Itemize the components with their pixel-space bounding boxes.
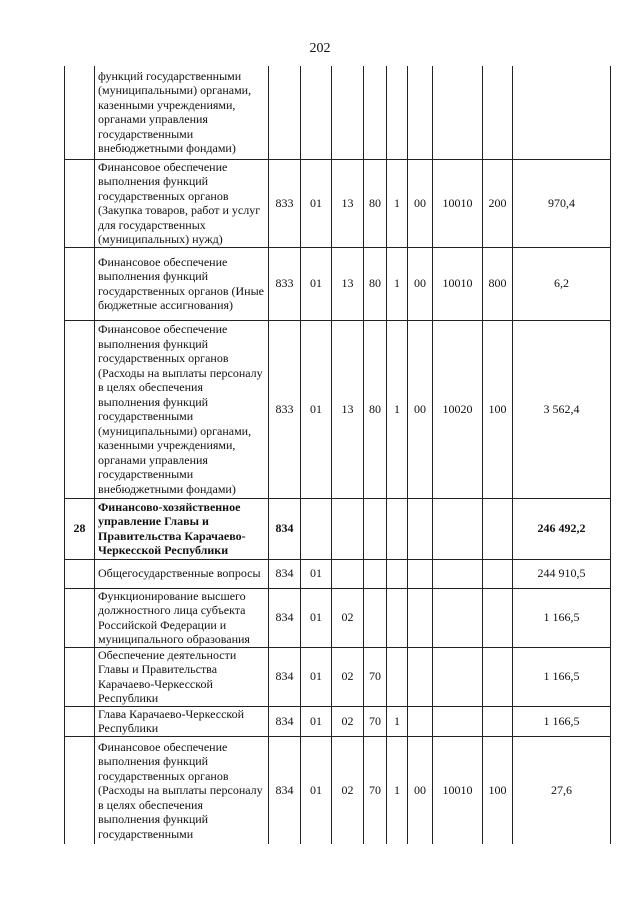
ministry-code-cell: 834 bbox=[269, 559, 301, 588]
expense-code-cell: 10010 bbox=[433, 736, 483, 844]
ministry-code-cell: 833 bbox=[269, 320, 301, 498]
expense-code-cell bbox=[433, 588, 483, 647]
expense-code-cell: 10010 bbox=[433, 159, 483, 247]
subprogram-code-cell bbox=[387, 588, 408, 647]
subprogram-code-cell bbox=[387, 647, 408, 706]
expense-code-cell bbox=[433, 706, 483, 736]
table-row bbox=[65, 736, 611, 844]
amount-cell: 6,2 bbox=[513, 247, 611, 320]
ministry-code-cell bbox=[269, 66, 301, 159]
subsection-code-cell: 02 bbox=[332, 706, 364, 736]
row-number-cell bbox=[65, 647, 95, 706]
direction-code-cell bbox=[408, 647, 433, 706]
program-code-cell: 70 bbox=[364, 647, 387, 706]
subprogram-code-cell bbox=[387, 498, 408, 559]
row-number-cell bbox=[65, 736, 95, 844]
section-code-cell bbox=[301, 498, 332, 559]
section-code-cell: 01 bbox=[301, 159, 332, 247]
expense-type-code-cell bbox=[483, 498, 513, 559]
expense-name-cell: Финансово-хозяйственное управление Главы и Правительства Карачаево-Черкесской Республики bbox=[95, 498, 269, 559]
amount-cell: 970,4 bbox=[513, 159, 611, 247]
table-row bbox=[65, 588, 611, 647]
section-code-cell: 01 bbox=[301, 247, 332, 320]
program-code-cell bbox=[364, 498, 387, 559]
subsection-code-cell: 13 bbox=[332, 159, 364, 247]
direction-code-cell: 00 bbox=[408, 320, 433, 498]
budget-table bbox=[64, 66, 611, 844]
expense-type-code-cell bbox=[483, 559, 513, 588]
subsection-code-cell: 13 bbox=[332, 320, 364, 498]
expense-type-code-cell: 800 bbox=[483, 247, 513, 320]
expense-type-code-cell bbox=[483, 706, 513, 736]
amount-cell: 1 166,5 bbox=[513, 588, 611, 647]
expense-code-cell bbox=[433, 498, 483, 559]
expense-code-cell: 10020 bbox=[433, 320, 483, 498]
section-code-cell: 01 bbox=[301, 559, 332, 588]
subprogram-code-cell bbox=[387, 559, 408, 588]
subprogram-code-cell: 1 bbox=[387, 320, 408, 498]
program-code-cell: 80 bbox=[364, 320, 387, 498]
expense-type-code-cell: 100 bbox=[483, 736, 513, 844]
section-code-cell: 01 bbox=[301, 320, 332, 498]
direction-code-cell: 00 bbox=[408, 736, 433, 844]
expense-type-code-cell bbox=[483, 588, 513, 647]
subsection-code-cell: 02 bbox=[332, 647, 364, 706]
table-row bbox=[65, 159, 611, 247]
amount-cell: 1 166,5 bbox=[513, 647, 611, 706]
subsection-code-cell: 02 bbox=[332, 588, 364, 647]
section-code-cell: 01 bbox=[301, 706, 332, 736]
subprogram-code-cell: 1 bbox=[387, 159, 408, 247]
subsection-code-cell bbox=[332, 66, 364, 159]
subprogram-code-cell bbox=[387, 66, 408, 159]
section-code-cell: 01 bbox=[301, 647, 332, 706]
subsection-code-cell bbox=[332, 559, 364, 588]
expense-name-cell: Обеспечение деятельности Главы и Правительства Карачаево-Черкесской Республики bbox=[95, 647, 269, 706]
section-code-cell: 01 bbox=[301, 736, 332, 844]
program-code-cell: 80 bbox=[364, 159, 387, 247]
amount-cell: 1 166,5 bbox=[513, 706, 611, 736]
row-number-cell bbox=[65, 706, 95, 736]
expense-name-cell: Общегосударственные вопросы bbox=[95, 559, 269, 588]
amount-cell: 27,6 bbox=[513, 736, 611, 844]
amount-cell bbox=[513, 66, 611, 159]
program-code-cell bbox=[364, 588, 387, 647]
expense-name-cell: Финансовое обеспечение выполнения функций государственных органов (Расходы на выплаты персоналу в целях обеспечения выполнения функций государственными (муниципальными) органами, казенными учреждениями, органами управления государственными внебюджетными фондами) bbox=[95, 320, 269, 498]
expense-code-cell bbox=[433, 559, 483, 588]
program-code-cell bbox=[364, 559, 387, 588]
expense-type-code-cell bbox=[483, 647, 513, 706]
expense-type-code-cell: 200 bbox=[483, 159, 513, 247]
subsection-code-cell: 02 bbox=[332, 736, 364, 844]
row-number-cell bbox=[65, 320, 95, 498]
direction-code-cell: 00 bbox=[408, 247, 433, 320]
subprogram-code-cell: 1 bbox=[387, 247, 408, 320]
ministry-code-cell: 834 bbox=[269, 647, 301, 706]
table-row bbox=[65, 647, 611, 706]
page-number: 202 bbox=[309, 41, 331, 56]
row-number-cell: 28 bbox=[65, 498, 95, 559]
amount-cell: 244 910,5 bbox=[513, 559, 611, 588]
expense-type-code-cell: 100 bbox=[483, 320, 513, 498]
program-code-cell: 70 bbox=[364, 736, 387, 844]
row-number-cell bbox=[65, 66, 95, 159]
ministry-code-cell: 834 bbox=[269, 736, 301, 844]
direction-code-cell bbox=[408, 498, 433, 559]
expense-name-cell: Финансовое обеспечение выполнения функций государственных органов (Иные бюджетные ассигнования) bbox=[95, 247, 269, 320]
expense-code-cell bbox=[433, 647, 483, 706]
table-row bbox=[65, 706, 611, 736]
ministry-code-cell: 834 bbox=[269, 588, 301, 647]
expense-name-cell: Финансовое обеспечение выполнения функций государственных органов (Расходы на выплаты персоналу в целях обеспечения выполнения функций государственными bbox=[95, 736, 269, 844]
subsection-code-cell bbox=[332, 498, 364, 559]
direction-code-cell bbox=[408, 588, 433, 647]
expense-name-cell: функций государственными (муниципальными) органами, казенными учреждениями, органами управления государственными внебюджетными фондами) bbox=[95, 66, 269, 159]
amount-cell: 246 492,2 bbox=[513, 498, 611, 559]
row-number-cell bbox=[65, 559, 95, 588]
program-code-cell: 80 bbox=[364, 247, 387, 320]
ministry-code-cell: 833 bbox=[269, 159, 301, 247]
direction-code-cell: 00 bbox=[408, 159, 433, 247]
amount-cell: 3 562,4 bbox=[513, 320, 611, 498]
section-code-cell bbox=[301, 66, 332, 159]
table-row bbox=[65, 559, 611, 588]
ministry-code-cell: 834 bbox=[269, 706, 301, 736]
ministry-code-cell: 834 bbox=[269, 498, 301, 559]
expense-type-code-cell bbox=[483, 66, 513, 159]
expense-name-cell: Финансовое обеспечение выполнения функций государственных органов (Закупка товаров, работ и услуг для государственных (муниципальных) нужд) bbox=[95, 159, 269, 247]
expense-code-cell bbox=[433, 66, 483, 159]
table-row bbox=[65, 320, 611, 498]
table-row bbox=[65, 247, 611, 320]
expense-name-cell: Глава Карачаево-Черкесской Республики bbox=[95, 706, 269, 736]
row-number-cell bbox=[65, 588, 95, 647]
program-code-cell bbox=[364, 66, 387, 159]
ministry-code-cell: 833 bbox=[269, 247, 301, 320]
expense-name-cell: Функционирование высшего должностного лица субъекта Российской Федерации и муниципального образования bbox=[95, 588, 269, 647]
row-number-cell bbox=[65, 159, 95, 247]
subprogram-code-cell: 1 bbox=[387, 706, 408, 736]
subsection-code-cell: 13 bbox=[332, 247, 364, 320]
direction-code-cell bbox=[408, 559, 433, 588]
direction-code-cell bbox=[408, 706, 433, 736]
expense-code-cell: 10010 bbox=[433, 247, 483, 320]
section-row-28 bbox=[65, 498, 611, 559]
section-code-cell: 01 bbox=[301, 588, 332, 647]
row-number-cell bbox=[65, 247, 95, 320]
direction-code-cell bbox=[408, 66, 433, 159]
subprogram-code-cell: 1 bbox=[387, 736, 408, 844]
program-code-cell: 70 bbox=[364, 706, 387, 736]
table-row bbox=[65, 66, 611, 159]
